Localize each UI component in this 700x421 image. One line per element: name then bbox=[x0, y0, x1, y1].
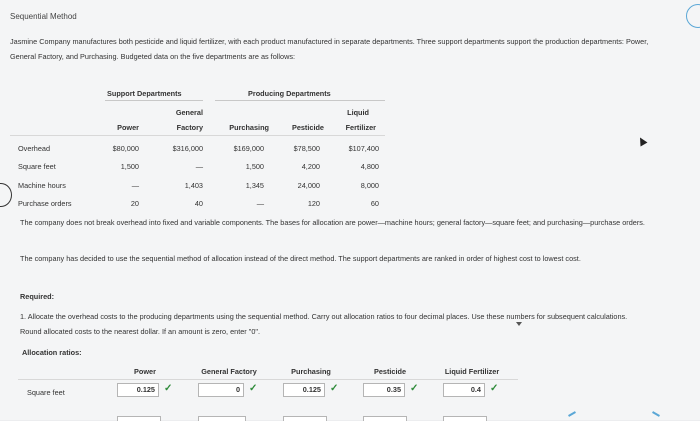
support-departments-header: Support Departments bbox=[107, 89, 182, 98]
cell-sqft-liquid-fertilizer: 4,800 bbox=[360, 162, 379, 171]
ratio-col-pesticide: Pesticide bbox=[373, 367, 407, 376]
producing-header-rule bbox=[215, 100, 385, 101]
scroll-mark-icon bbox=[652, 411, 660, 417]
next-row-input-pesticide[interactable] bbox=[363, 416, 407, 421]
power-ratio-input[interactable]: 0.125 bbox=[117, 383, 159, 397]
check-icon: ✓ bbox=[164, 383, 173, 394]
cell-po-liquid-fertilizer: 60 bbox=[370, 199, 379, 208]
cell-po-power: 20 bbox=[130, 199, 139, 208]
ratio-col-purchasing: Purchasing bbox=[291, 367, 331, 376]
check-icon: ✓ bbox=[410, 383, 419, 394]
cell-overhead-liquid-fertilizer: $107,400 bbox=[348, 144, 379, 153]
next-row-input-liquid-fertilizer[interactable] bbox=[443, 416, 487, 421]
col-power: Power bbox=[117, 123, 139, 132]
cell-mh-power: — bbox=[131, 181, 139, 190]
row-label-overhead: Overhead bbox=[18, 144, 51, 153]
row-label-square-feet: Square feet bbox=[18, 162, 56, 171]
cell-sqft-purchasing: 1,500 bbox=[245, 162, 264, 171]
cell-sqft-general-factory: — bbox=[195, 162, 203, 171]
row-label-purchase-orders: Purchase orders bbox=[18, 199, 72, 208]
col-general-factory-line2: Factory bbox=[176, 123, 203, 132]
general-factory-ratio-input[interactable]: 0 bbox=[198, 383, 244, 397]
cell-po-pesticide: 120 bbox=[307, 199, 320, 208]
page-title: Sequential Method bbox=[10, 12, 77, 21]
cell-mh-general-factory: 1,403 bbox=[184, 181, 203, 190]
next-row-input-power[interactable] bbox=[117, 416, 161, 421]
scroll-mark-icon bbox=[568, 411, 576, 417]
row-label-machine-hours: Machine hours bbox=[18, 181, 66, 190]
ratio-col-general-factory: General Factory bbox=[201, 367, 257, 376]
col-liquid-fertilizer-line2: Fertilizer bbox=[345, 123, 376, 132]
cell-overhead-purchasing: $169,000 bbox=[233, 144, 264, 153]
cell-sqft-pesticide: 4,200 bbox=[301, 162, 320, 171]
check-icon: ✓ bbox=[490, 383, 499, 394]
cell-overhead-power: $80,000 bbox=[112, 144, 139, 153]
ratio-col-power: Power bbox=[134, 367, 156, 376]
caret-icon bbox=[516, 322, 522, 326]
previous-page-icon[interactable] bbox=[0, 183, 12, 207]
pesticide-ratio-input[interactable]: 0.35 bbox=[363, 383, 405, 397]
cell-po-purchasing: — bbox=[256, 199, 264, 208]
ratio-header-rule bbox=[18, 379, 518, 380]
liquid-fertilizer-ratio-input[interactable]: 0.4 bbox=[443, 383, 485, 397]
required-label: Required: bbox=[20, 292, 55, 301]
cell-mh-purchasing: 1,345 bbox=[245, 181, 264, 190]
table-header-rule bbox=[10, 135, 385, 136]
next-page-icon[interactable] bbox=[686, 4, 700, 28]
cell-overhead-pesticide: $78,500 bbox=[293, 144, 320, 153]
intro-text: Jasmine Company manufactures both pesticide and liquid fertilizer, with each product manufactured in separate departments. Three support departments support the production departments: Power, General Factory, and Purchasing. Budgeted data on the five departments are as follows: bbox=[10, 37, 649, 61]
cell-mh-liquid-fertilizer: 8,000 bbox=[360, 181, 379, 190]
col-purchasing: Purchasing bbox=[229, 123, 269, 132]
allocation-ratios-title: Allocation ratios: bbox=[22, 348, 82, 357]
check-icon: ✓ bbox=[249, 383, 258, 394]
support-header-rule bbox=[105, 100, 203, 101]
sequential-method-paragraph: The company has decided to use the sequential method of allocation instead of the direct method. The support departments are ranked in order of highest cost to lowest cost. bbox=[20, 254, 581, 263]
purchasing-ratio-input[interactable]: 0.125 bbox=[283, 383, 325, 397]
allocation-bases-paragraph: The company does not break overhead into fixed and variable components. The bases for allocation are power—machine hours; general factory—square feet; and purchasing—purchase orders. bbox=[20, 218, 645, 227]
check-icon: ✓ bbox=[330, 383, 339, 394]
ratio-col-liquid-fertilizer: Liquid Fertilizer bbox=[444, 367, 500, 376]
mouse-cursor-icon bbox=[637, 136, 648, 147]
ratio-row-label: Square feet bbox=[27, 388, 65, 397]
col-pesticide: Pesticide bbox=[291, 123, 324, 132]
col-general-factory-line1: General bbox=[175, 108, 203, 117]
producing-departments-header: Producing Departments bbox=[248, 89, 331, 98]
cell-mh-pesticide: 24,000 bbox=[297, 181, 320, 190]
required-instructions: 1. Allocate the overhead costs to the producing departments using the sequential method. Carry out allocation ratios to four decimal places. Use these numbers for subsequent calculations. Round allocated costs to the nearest dollar. If an amount is zero, enter "0". bbox=[20, 312, 628, 336]
cell-po-general-factory: 40 bbox=[194, 199, 203, 208]
cell-overhead-general-factory: $316,000 bbox=[172, 144, 203, 153]
cell-sqft-power: 1,500 bbox=[120, 162, 139, 171]
col-liquid-fertilizer-line1: Liquid bbox=[347, 108, 369, 117]
next-row-input-general-factory[interactable] bbox=[198, 416, 246, 421]
next-row-input-purchasing[interactable] bbox=[283, 416, 327, 421]
